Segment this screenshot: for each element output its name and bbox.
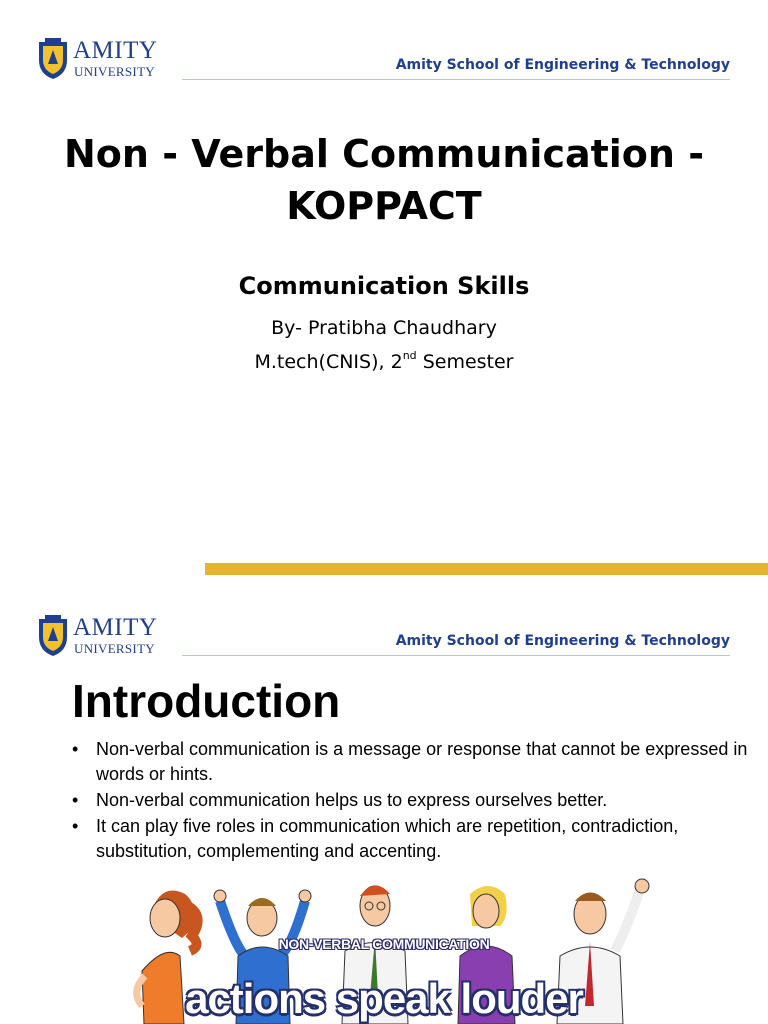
amity-logo — [37, 615, 167, 659]
bullet-dot: • — [72, 816, 79, 836]
logo-text-university: UNIVERSITY — [74, 641, 155, 656]
slide-title-heading: Non - Verbal Communication - KOPPACT — [64, 132, 704, 228]
school-name: Amity School of Engineering & Technology — [395, 633, 730, 649]
list-item: • It can play five roles in communication which are repetition, contradiction, substitution, complementing and accenting. — [72, 816, 679, 861]
school-name: Amity School of Engineering & Technology — [395, 57, 730, 73]
bullet-list — [72, 737, 752, 865]
amity-logo — [37, 38, 167, 82]
logo-text-university: UNIVERSITY — [74, 64, 155, 79]
shield-icon — [37, 38, 69, 80]
course-sup: nd — [402, 349, 417, 362]
logo-text-amity: AMITY — [73, 37, 158, 64]
list-item: • Non-verbal communication helps us to express ourselves better. — [72, 788, 752, 813]
course-suffix: Semester — [416, 351, 514, 373]
slide-subtitle: Communication Skills — [238, 272, 530, 300]
bullet-dot: • — [72, 790, 79, 810]
course-prefix: M.tech(CNIS), 2 — [254, 351, 403, 373]
course-line — [0, 349, 768, 373]
banner-caption-small: NON-VERBAL COMMUNICATION — [278, 936, 490, 952]
bullet-dot: • — [72, 739, 79, 759]
header-divider — [182, 655, 730, 656]
slide-introduction — [0, 576, 768, 1024]
gold-accent-bar — [205, 563, 768, 575]
shield-icon — [37, 615, 69, 657]
header-divider — [182, 79, 730, 80]
slide-heading: Introduction — [72, 675, 341, 727]
logo-text-amity: AMITY — [73, 614, 158, 641]
banner-caption-large: actions speak louder — [185, 975, 583, 1022]
list-item: • Non-verbal communication is a message or response that cannot be expressed in words or hints. — [72, 739, 748, 784]
author-line: By- Pratibha Chaudhary — [271, 317, 497, 339]
